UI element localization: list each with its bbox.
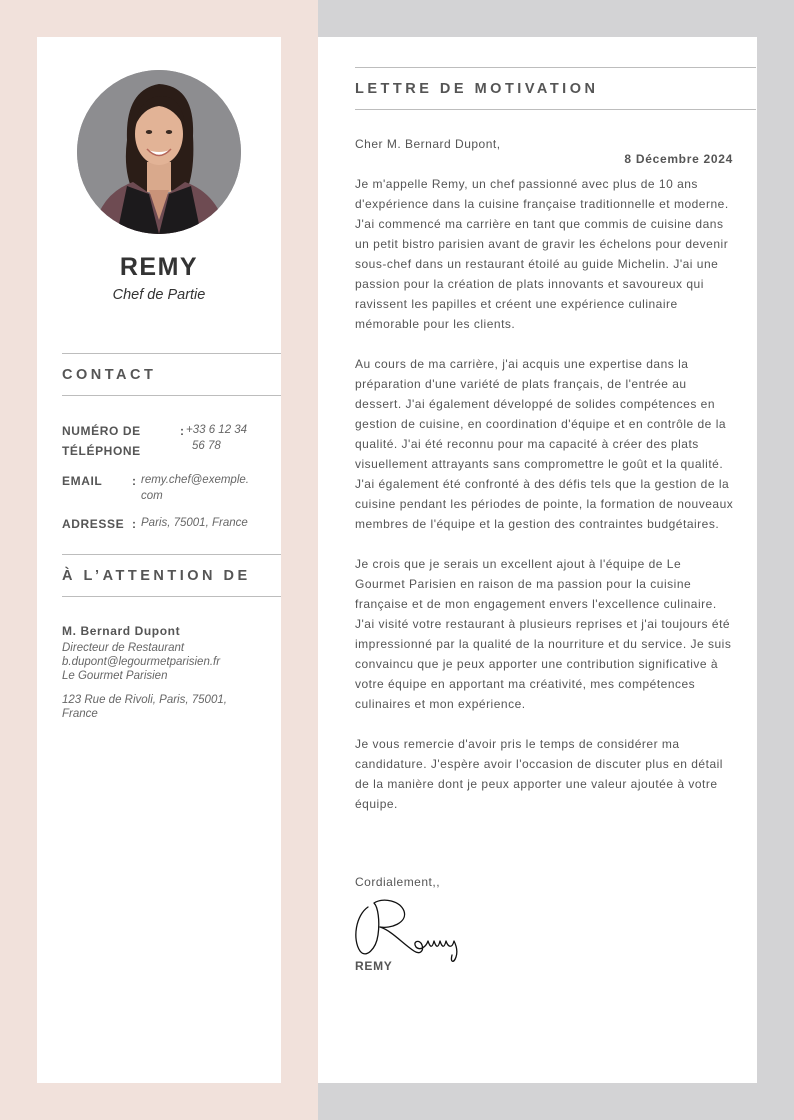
contact-heading: CONTACT (62, 353, 281, 396)
recipient-name: M. Bernard Dupont (62, 624, 181, 638)
attention-heading: À L’ATTENTION DE (62, 554, 281, 597)
handwritten-signature (350, 895, 470, 965)
contact-email-row (62, 471, 281, 504)
phone-value-line-1: +33 6 12 34 (186, 424, 248, 436)
letter-date: 8 Décembre 2024 (624, 152, 733, 166)
email-label: EMAIL (62, 474, 103, 488)
letter-heading: LETTRE DE MOTIVATION (355, 67, 756, 110)
recipient-title: Directeur de Restaurant (62, 642, 185, 654)
address-separator: : (132, 517, 136, 531)
email-value-line-2: com (141, 490, 163, 502)
recipient-email: b.dupont@legourmetparisien.fr (62, 656, 221, 668)
email-separator: : (132, 474, 136, 488)
phone-separator: : (180, 424, 184, 438)
letter-paragraph: Je m'appelle Remy, un chef passionné avec plus de 10 ans d'expérience dans la cuisine française traditionnelle et moderne. J'ai commencé ma carrière en tant que commis de cuisine dans un petit bistro parisien avant de gravir les échelons pour devenir sous-chef dans un restaurant étoilé au guide Michelin. J'ai une passion pour la création de plats innovants et savoureux qui ravissent les papilles et créent une expérience culinaire mémorable pour les clients. (355, 177, 729, 331)
letter-salutation: Cher M. Bernard Dupont, (355, 137, 501, 151)
phone-value-line-2: 56 78 (192, 440, 221, 452)
letter-body (355, 174, 735, 834)
contact-address-row (62, 514, 281, 534)
address-value: Paris, 75001, France (141, 517, 248, 529)
candidate-name: REMY (119, 253, 199, 281)
recipient-address-line-2: France (62, 708, 98, 720)
recipient-company: Le Gourmet Parisien (62, 670, 168, 682)
phone-label-line-1: NUMÉRO DE (62, 424, 141, 438)
phone-value (186, 421, 247, 461)
letter-paragraph: Je vous remercie d'avoir pris le temps de considérer ma candidature. J'espère avoir l'occasion de discuter plus en détail de la manière dont je peux apporter une valeur ajoutée à votre équipe. (355, 737, 723, 811)
contact-phone-row (62, 421, 281, 461)
email-value-line-1: remy.chef@exemple. (141, 474, 249, 486)
phone-label-line-2: TÉLÉPHONE (62, 444, 141, 458)
recipient-address-line-1: 123 Rue de Rivoli, Paris, 75001, (62, 694, 227, 706)
letter-closing: Cordialement,, (355, 875, 441, 889)
candidate-role: Chef de Partie (112, 287, 206, 303)
phone-label (62, 421, 180, 461)
letter-paragraph: Au cours de ma carrière, j'ai acquis une expertise dans la préparation d'une variété de plats français, de l'entrée au dessert. J'ai également développé de solides compétences en gestion de cuisine, en coordination d'équipe et en contrôle de la qualité. J'ai été reconnu pour ma capacité à créer des plats visuellement attrayants sans compromettre le goût et la qualité. J'ai également été confronté à des défis tels que la gestion de la cuisine pendant les périodes de pointe, la formation de nouveaux membres de l'équipe et la gestion des contraintes budgétaires. (355, 357, 734, 531)
address-label: ADRESSE (62, 517, 125, 531)
letter-paragraph: Je crois que je serais un excellent ajout à l'équipe de Le Gourmet Parisien en raison de ma passion pour la cuisine française et de mon engagement envers l'excellence culinaire. J'ai visité votre restaurant à plusieurs reprises et j'ai toujours été impressionné par la qualité de la nourriture et du service. Je suis convaincu que je peux apporter une contribution significative à votre équipe en apportant ma créativité, mes compétences culinaires et mon expérience. (355, 557, 732, 711)
profile-photo (77, 70, 241, 234)
email-value (141, 471, 249, 504)
signature-name: REMY (355, 959, 393, 973)
